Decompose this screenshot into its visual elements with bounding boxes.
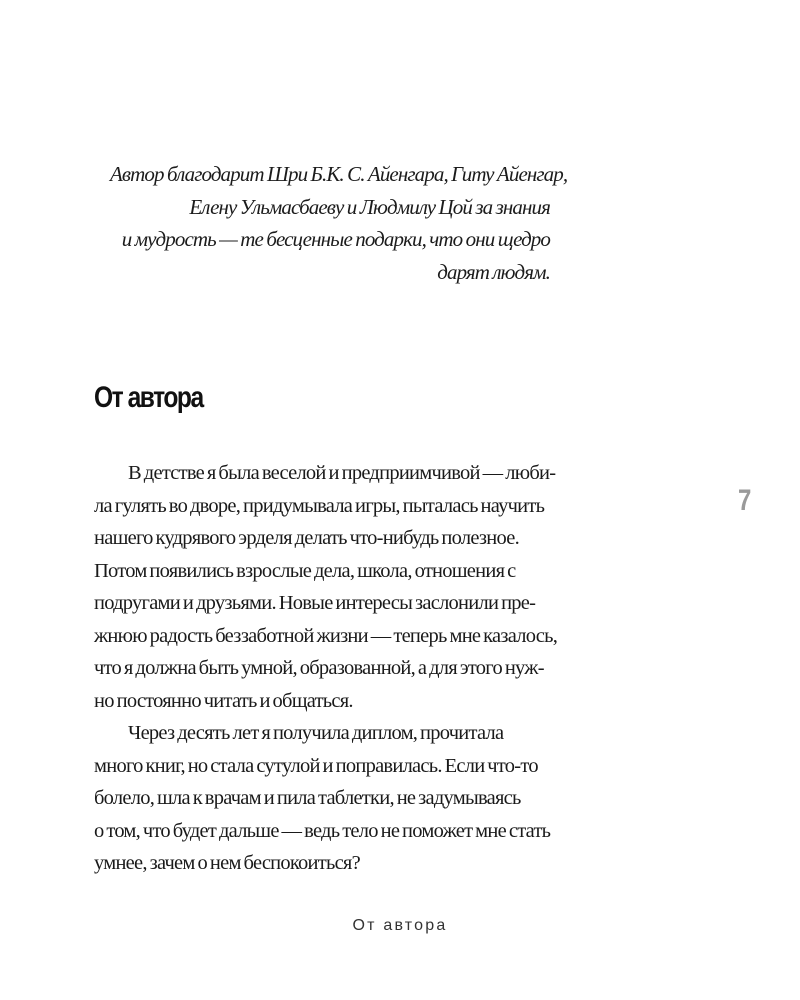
dedication-line: Елену Ульмасбаеву и Людмилу Цой за знания <box>189 194 550 219</box>
section-heading: От автора <box>94 381 203 414</box>
dedication-line: Автор благодарит Шри Б.К. С. Айенгара, Гиту Айенгар, <box>110 162 568 186</box>
paragraph-line: но постоянно читать и общаться. <box>94 689 353 712</box>
paragraph-line: подругами и друзьями. Новые интересы заслонили пре- <box>94 592 536 614</box>
paragraph-line: Через десять лет я получила диплом, прочитала <box>128 722 504 744</box>
dedication <box>110 158 568 288</box>
paragraph-line: что я должна быть умной, образованной, а для этого нуж- <box>94 657 544 679</box>
page-number: 7 <box>738 484 752 517</box>
paragraph-line: много книг, но стала сутулой и поправилась. Если что-то <box>94 754 538 777</box>
paragraph-line: о том, что будет дальше — ведь тело не поможет мне стать <box>94 819 551 842</box>
paragraph-line: Потом появились взрослые дела, школа, отношения с <box>94 559 516 582</box>
paragraph-line: ла гулять во дворе, придумывала игры, пыталась научить <box>94 494 545 517</box>
paragraph-line: жнюю радость беззаботной жизни — теперь мне казалось, <box>94 624 558 647</box>
paragraph-line: В детстве я была веселой и предприимчивой — люби- <box>128 462 556 484</box>
dedication-line: и мудрость — те бесценные подарки, что они щедро <box>121 227 550 251</box>
body-text <box>94 457 558 880</box>
paragraph-line: нашего кудрявого эрделя делать что-нибудь полезное. <box>94 527 519 549</box>
dedication-line: дарят людям. <box>437 259 550 284</box>
running-footer: От автора <box>352 917 448 934</box>
paragraph-line: болело, шла к врачам и пила таблетки, не задумываясь <box>94 787 521 809</box>
paragraph-line: умнее, зачем о нем беспокоиться? <box>94 852 360 874</box>
